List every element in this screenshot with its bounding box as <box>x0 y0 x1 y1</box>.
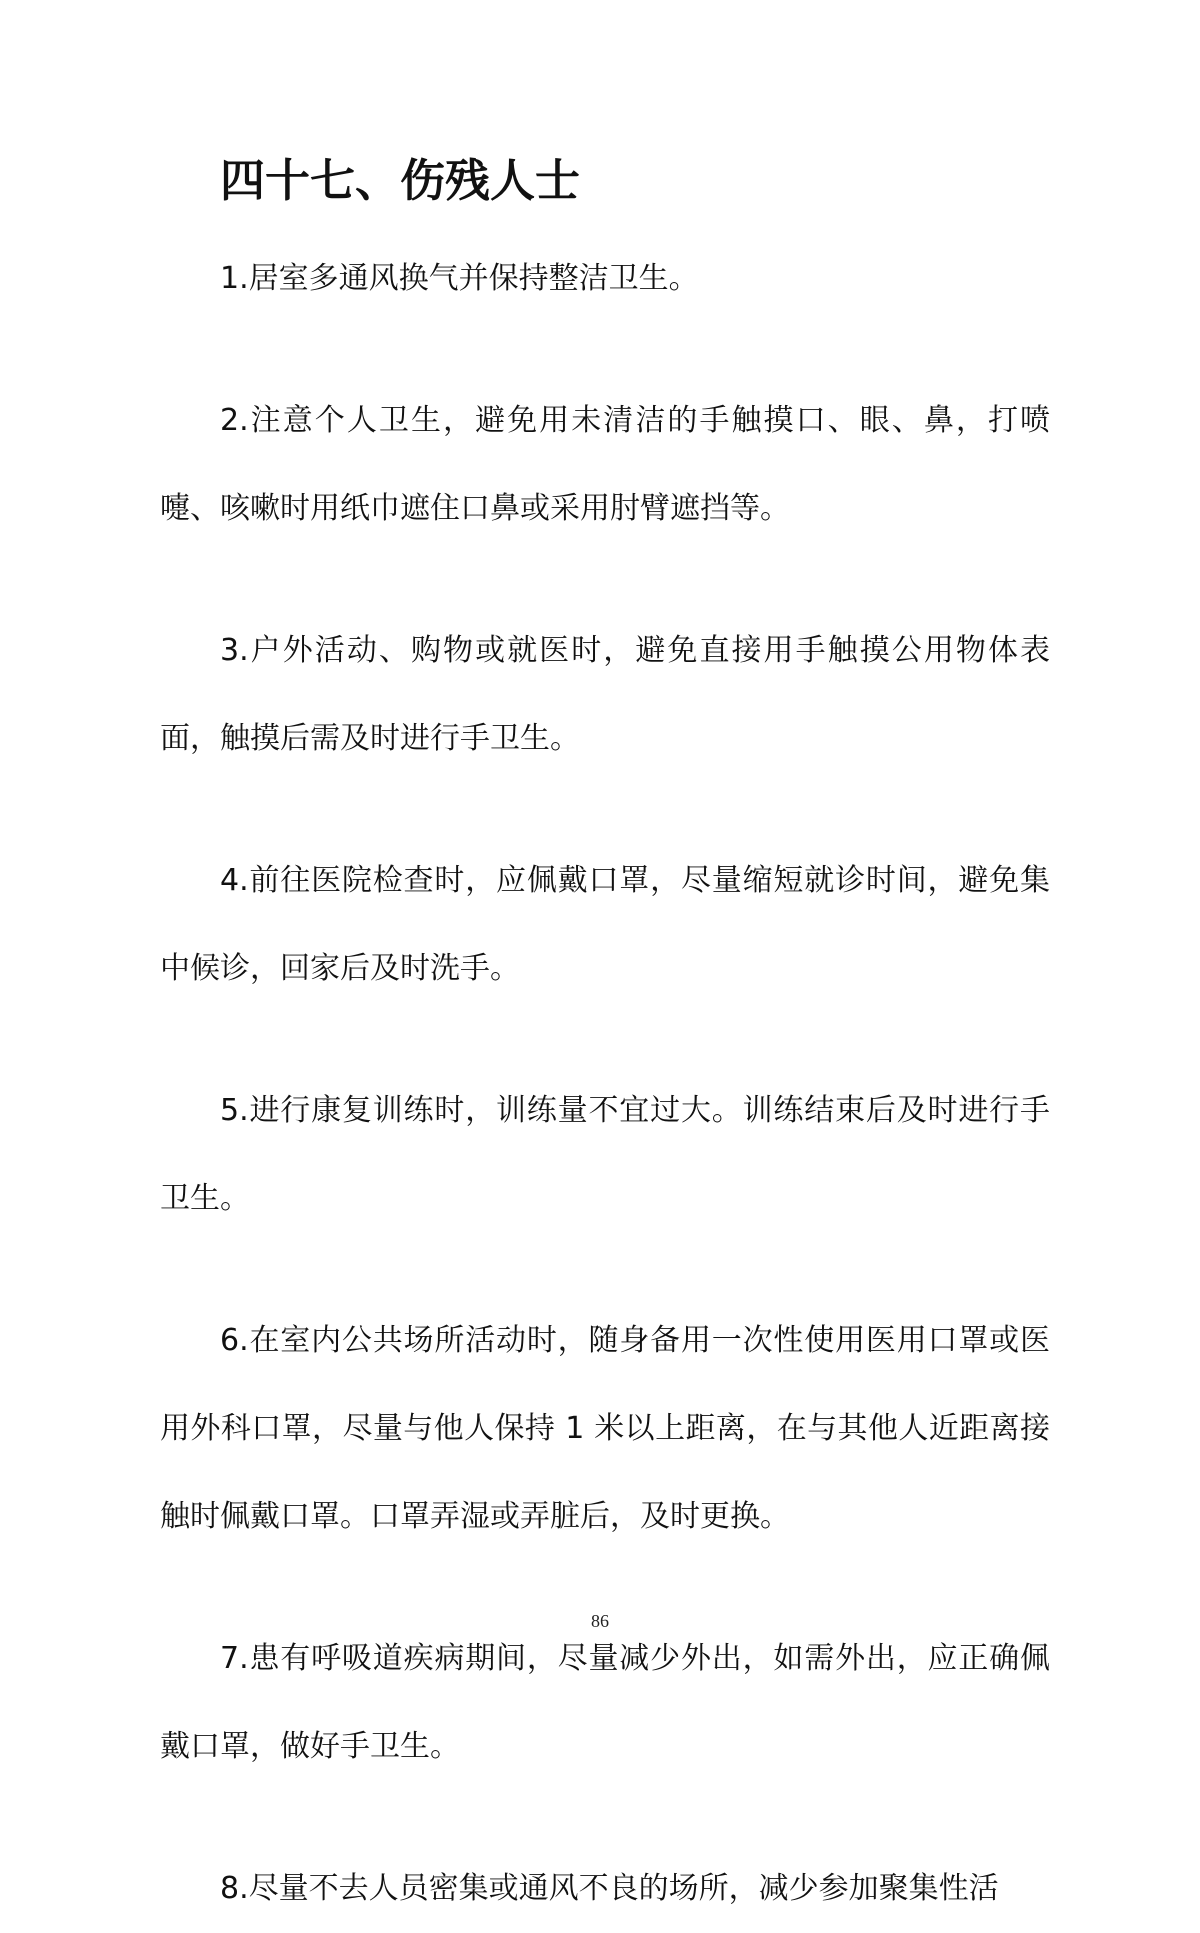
paragraph-7: 7.患有呼吸道疾病期间，尽量减少外出，如需外出，应正确佩戴口罩，做好手卫生。 <box>160 1641 1050 1764</box>
page-number: 86 <box>591 1611 609 1631</box>
section-heading: 四十七、伤残人士 <box>220 154 581 207</box>
paragraph-1: 1.居室多通风换气并保持整洁卫生。 <box>220 261 699 296</box>
document-body <box>160 151 1050 1933</box>
paragraph-4: 4.前往医院检查时，应佩戴口罩，尽量缩短就诊时间，避免集中候诊，回家后及时洗手。 <box>160 863 1050 986</box>
paragraph-2: 2.注意个人卫生，避免用未清洁的手触摸口、眼、鼻，打喷嚏、咳嗽时用纸巾遮住口鼻或采用肘臂遮挡等。 <box>160 403 1050 526</box>
paragraph-6: 6.在室内公共场所活动时，随身备用一次性使用医用口罩或医用外科口罩，尽量与他人保持 1 米以上距离，在与其他人近距离接触时佩戴口罩。口罩弄湿或弄脏后，及时更换。 <box>160 1323 1050 1534</box>
paragraph-8: 8.尽量不去人员密集或通风不良的场所，减少参加聚集性活 <box>220 1871 999 1906</box>
paragraph-5: 5.进行康复训练时，训练量不宜过大。训练结束后及时进行手卫生。 <box>160 1093 1050 1216</box>
paragraph-3: 3.户外活动、购物或就医时，避免直接用手触摸公用物体表面，触摸后需及时进行手卫生。 <box>160 633 1050 756</box>
